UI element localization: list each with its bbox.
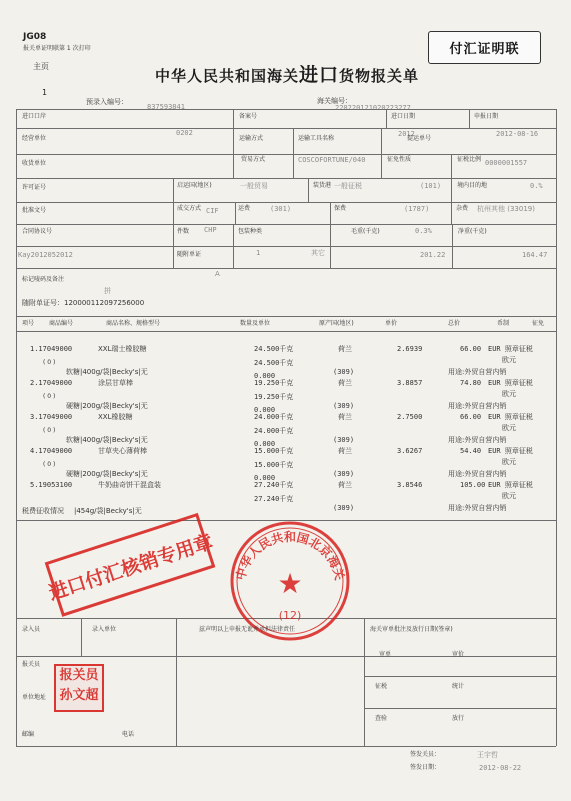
insurance-label: 保费 — [334, 205, 347, 212]
goods-country-code: (309) — [333, 504, 355, 512]
levy-nature-label: 征免性质 — [387, 156, 412, 163]
copy-type-box: 付汇证明联 — [428, 31, 541, 64]
stats-label: 统计 — [452, 683, 465, 690]
deal-mode-label: 成交方式 — [177, 205, 202, 212]
goods-col-total: 总价 — [448, 320, 461, 327]
package-value: 其它 — [311, 249, 325, 257]
operator-label: 经营单位 — [22, 135, 47, 142]
goods-col-code: 商品编号 — [49, 320, 74, 327]
goods-currency: EUR 照章征税 — [488, 413, 533, 421]
license-label: 许可证号 — [22, 184, 47, 191]
net-weight-value: 164.47 — [522, 251, 548, 259]
goods-country: 荷兰 — [338, 447, 352, 455]
goods-qty3: 0.000 — [254, 440, 276, 448]
goods-name: 涂层甘草棒 — [98, 379, 133, 387]
goods-spec: 硬糖|200g/袋|Becky's|无 — [66, 402, 148, 410]
pieces-value: CHP — [204, 226, 217, 234]
customs-number: 220220121020223277 — [335, 104, 411, 112]
docs-value: 1 — [256, 249, 261, 257]
goods-country-code: (309) — [333, 402, 355, 410]
goods-use: 用途:外贸自营内销 — [448, 470, 507, 478]
declaration-text: 兹声明以上申报无讹并承担法律责任 — [199, 626, 296, 633]
entry-person-label: 录入员 — [22, 626, 41, 633]
goods-currency: EUR 照章征税 — [488, 447, 533, 455]
entry-unit-label: 录入单位 — [92, 626, 117, 633]
levy-code: (101) — [420, 182, 442, 190]
deal-mode-value: CIF — [206, 207, 219, 215]
price-review-label: 审价 — [452, 651, 465, 658]
goods-total: 105.00 — [460, 481, 486, 489]
sign-officer-value: 王宇哲 — [477, 751, 498, 759]
goods-qty2: 19.250千克 — [254, 393, 294, 401]
insurance-value: (1787) — [404, 205, 430, 213]
goods-qty3: 0.000 — [254, 372, 276, 380]
goods-unit-price: 2.6939 — [397, 345, 423, 353]
misc-fee-value: 杭州其他 (33019) — [477, 205, 535, 213]
origin-country-label: 启运国(地区) — [177, 182, 212, 189]
goods-col-unit-price: 单价 — [385, 320, 398, 327]
goods-country-code: (309) — [333, 368, 355, 376]
package-label: 包装种类 — [238, 228, 263, 235]
page-title — [155, 66, 419, 85]
goods-unit-price: 3.6267 — [397, 447, 423, 455]
goods-country-code: (309) — [333, 436, 355, 444]
goods-country: 荷兰 — [338, 345, 352, 353]
contract-value: Kay2012052012 — [18, 251, 73, 259]
goods-col-currency: 币制 — [497, 320, 510, 327]
sign-date-label: 签发日期： — [410, 764, 441, 771]
goods-currency: EUR 照章征税 — [488, 345, 533, 353]
bill-no-label: 提运单号 — [407, 135, 432, 142]
form-code: JG08 — [23, 32, 47, 42]
goods-country: 荷兰 — [338, 379, 352, 387]
seal-star-icon: ★ — [277, 567, 303, 600]
record-no-label: 备案号 — [239, 113, 258, 120]
tax-ratio-value: 0000001557 — [485, 159, 528, 167]
customs-round-seal-text: 中华人民共和国北京海关 — [233, 530, 347, 582]
freight-value: (301) — [270, 205, 292, 213]
goods-qty2: 15.000千克 — [254, 461, 294, 469]
goods-total: 54.40 — [460, 447, 482, 455]
import-date-value: 2012 — [398, 130, 415, 138]
pre-entry-label: 预录入编号： — [86, 98, 128, 106]
title-prefix: 中华人民共和国海关 — [155, 67, 300, 85]
sign-date-value: 2012-08-22 — [479, 764, 522, 772]
goods-unit-price: 3.8857 — [397, 379, 423, 387]
consignee-label: 收货单位 — [22, 160, 47, 167]
goods-currency: EUR 照章征税 — [488, 481, 533, 489]
goods-name: 甘草夹心薄荷棒 — [98, 447, 147, 455]
goods-qty3: 0.000 — [254, 406, 276, 414]
goods-name: XXL橡胶糖 — [98, 413, 133, 421]
trade-mode-label: 贸易方式 — [241, 156, 266, 163]
goods-col-levy: 征免 — [532, 320, 545, 327]
goods-code: 2.17049000 — [30, 379, 73, 387]
sign-officer-label: 签发关员： — [410, 751, 441, 758]
goods-spec: 软糖|400g/袋|Becky's|无 — [66, 368, 148, 376]
declare-date-label: 申报日期 — [474, 113, 499, 120]
title-suffix: 货物报关单 — [339, 67, 420, 85]
pieces-label: 件数 — [177, 228, 190, 235]
goods-col-no: 项号 — [22, 320, 35, 327]
goods-sub: ( 0 ) — [43, 359, 56, 366]
goods-unit-price: 2.7500 — [397, 413, 423, 421]
goods-use: 用途:外贸自营内销 — [448, 402, 507, 410]
goods-use: 用途:外贸自营内销 — [448, 436, 507, 444]
goods-country: 荷兰 — [338, 481, 352, 489]
goods-code: 3.17049000 — [30, 413, 73, 421]
declarant-stamp-line1: 报关员 — [59, 668, 99, 683]
import-port-value: 0202 — [176, 129, 193, 137]
declarant-stamp-line2: 孙文超 — [59, 688, 99, 703]
tax-ratio-label: 征税比例 — [457, 156, 482, 163]
print-subtitle: 报关单证明联第 1 次打印 — [23, 45, 91, 52]
goods-total: 66.00 — [460, 413, 482, 421]
goods-sub: ( 0 ) — [43, 427, 56, 434]
net-weight-label: 净重(千克) — [458, 228, 487, 235]
main-page-label: 主页 — [33, 62, 49, 71]
goods-qty2: 27.240千克 — [254, 495, 294, 503]
transport-mode-label: 运输方式 — [239, 135, 264, 142]
levy-label: 征税 — [375, 683, 388, 690]
goods-country: 荷兰 — [338, 413, 352, 421]
goods-unit-price: 3.8546 — [397, 481, 423, 489]
goods-use: 用途:外贸自营内销 — [448, 504, 507, 512]
gross-weight-pct: 0.3% — [415, 227, 432, 235]
phone-label: 电话 — [122, 731, 135, 738]
goods-currency-cn: 欧元 — [502, 492, 516, 500]
goods-currency-cn: 欧元 — [502, 390, 516, 398]
goods-qty: 24.500千克 — [254, 345, 294, 353]
marks-value: A — [215, 270, 220, 278]
page-number: 1 — [42, 88, 48, 97]
goods-spec: 硬糖|200g/袋|Becky's|无 — [66, 470, 148, 478]
unit-address-label: 单位地址 — [22, 694, 47, 701]
import-date-label: 进口日期 — [391, 113, 416, 120]
goods-currency-cn: 欧元 — [502, 458, 516, 466]
customs-no-label: 海关编号： — [317, 97, 352, 105]
goods-col-country: 原产国(地区) — [319, 320, 354, 327]
trade-mode-value: 一般贸易 — [240, 182, 268, 190]
destination-value: 0.% — [530, 182, 543, 190]
gross-weight-label: 毛重(千克) — [351, 228, 380, 235]
payment-verification-stamp — [40, 508, 220, 628]
goods-use: 用途:外贸自营内销 — [448, 368, 507, 376]
import-port-label: 进口口岸 — [22, 113, 47, 120]
goods-sub: ( 0 ) — [43, 393, 56, 400]
transport-name-value: COSCOFORTUNE/040 — [298, 156, 366, 164]
goods-name: 牛奶曲奇饼干混盒装 — [98, 481, 161, 489]
goods-col-qty: 数量及单位 — [240, 320, 271, 327]
goods-spec: 软糖|400g/袋|Becky's|无 — [66, 436, 148, 444]
goods-qty2: 24.000千克 — [254, 427, 294, 435]
customs-approval-label: 海关审单批注及放行日期(签章) — [370, 626, 453, 633]
payment-verification-stamp-text: 进口付汇核销专用章 — [46, 530, 216, 605]
freight-label: 运费 — [238, 205, 251, 212]
docs-label: 随附单证 — [177, 251, 202, 258]
destination-label: 境内目的地 — [457, 182, 488, 189]
goods-code: 5.19053100 — [30, 481, 73, 489]
inspect-label: 查验 — [375, 715, 388, 722]
gross-weight-value: 201.22 — [420, 251, 446, 259]
origin-port-label: 装货港 — [313, 182, 332, 189]
zip-label: 邮编 — [22, 731, 35, 738]
goods-qty: 27.240千克 — [254, 481, 294, 489]
pre-entry-number: 837593841 — [147, 103, 185, 111]
goods-spec: |454g/袋|Becky's|无 — [74, 507, 142, 515]
goods-currency-cn: 欧元 — [502, 424, 516, 432]
misc-fee-label: 杂费 — [456, 205, 469, 212]
title-emphasis: 进口 — [299, 64, 340, 86]
goods-code: 1.17049000 — [30, 345, 73, 353]
goods-currency-cn: 欧元 — [502, 356, 516, 364]
goods-sub: ( 0 ) — [43, 461, 56, 468]
transport-name-label: 运输工具名称 — [298, 135, 335, 142]
goods-qty: 19.250千克 — [254, 379, 294, 387]
goods-qty2: 24.500千克 — [254, 359, 294, 367]
customs-round-seal-number: (12) — [278, 609, 302, 622]
release-label: 放行 — [452, 715, 465, 722]
goods-code: 4.17049000 — [30, 447, 73, 455]
tax-row-label: 税费征收情况 — [22, 507, 64, 515]
goods-total: 66.00 — [460, 345, 482, 353]
approval-label: 批准文号 — [22, 207, 47, 214]
goods-col-name: 商品名称、规格型号 — [106, 320, 161, 327]
marks-label: 标记唛码及备注 — [22, 276, 65, 283]
contract-label: 合同协议号 — [22, 228, 53, 235]
goods-qty: 15.000千克 — [254, 447, 294, 455]
review-label: 审单 — [379, 651, 392, 658]
docs-number: 随附单证号：120000112097256000 — [22, 299, 145, 307]
declarant-label: 报关员 — [22, 661, 41, 668]
declare-date-value: 2012-08-16 — [496, 130, 539, 138]
goods-country-code: (309) — [333, 470, 355, 478]
goods-qty: 24.000千克 — [254, 413, 294, 421]
goods-total: 74.80 — [460, 379, 482, 387]
marks-sub: 拼 — [104, 287, 111, 295]
declarant-stamp — [54, 664, 104, 712]
levy-nature-value: 一般征税 — [334, 182, 362, 190]
goods-name: XXL瑞士橡胶糖 — [98, 345, 147, 353]
goods-currency: EUR 照章征税 — [488, 379, 533, 387]
goods-qty3: 0.000 — [254, 474, 276, 482]
